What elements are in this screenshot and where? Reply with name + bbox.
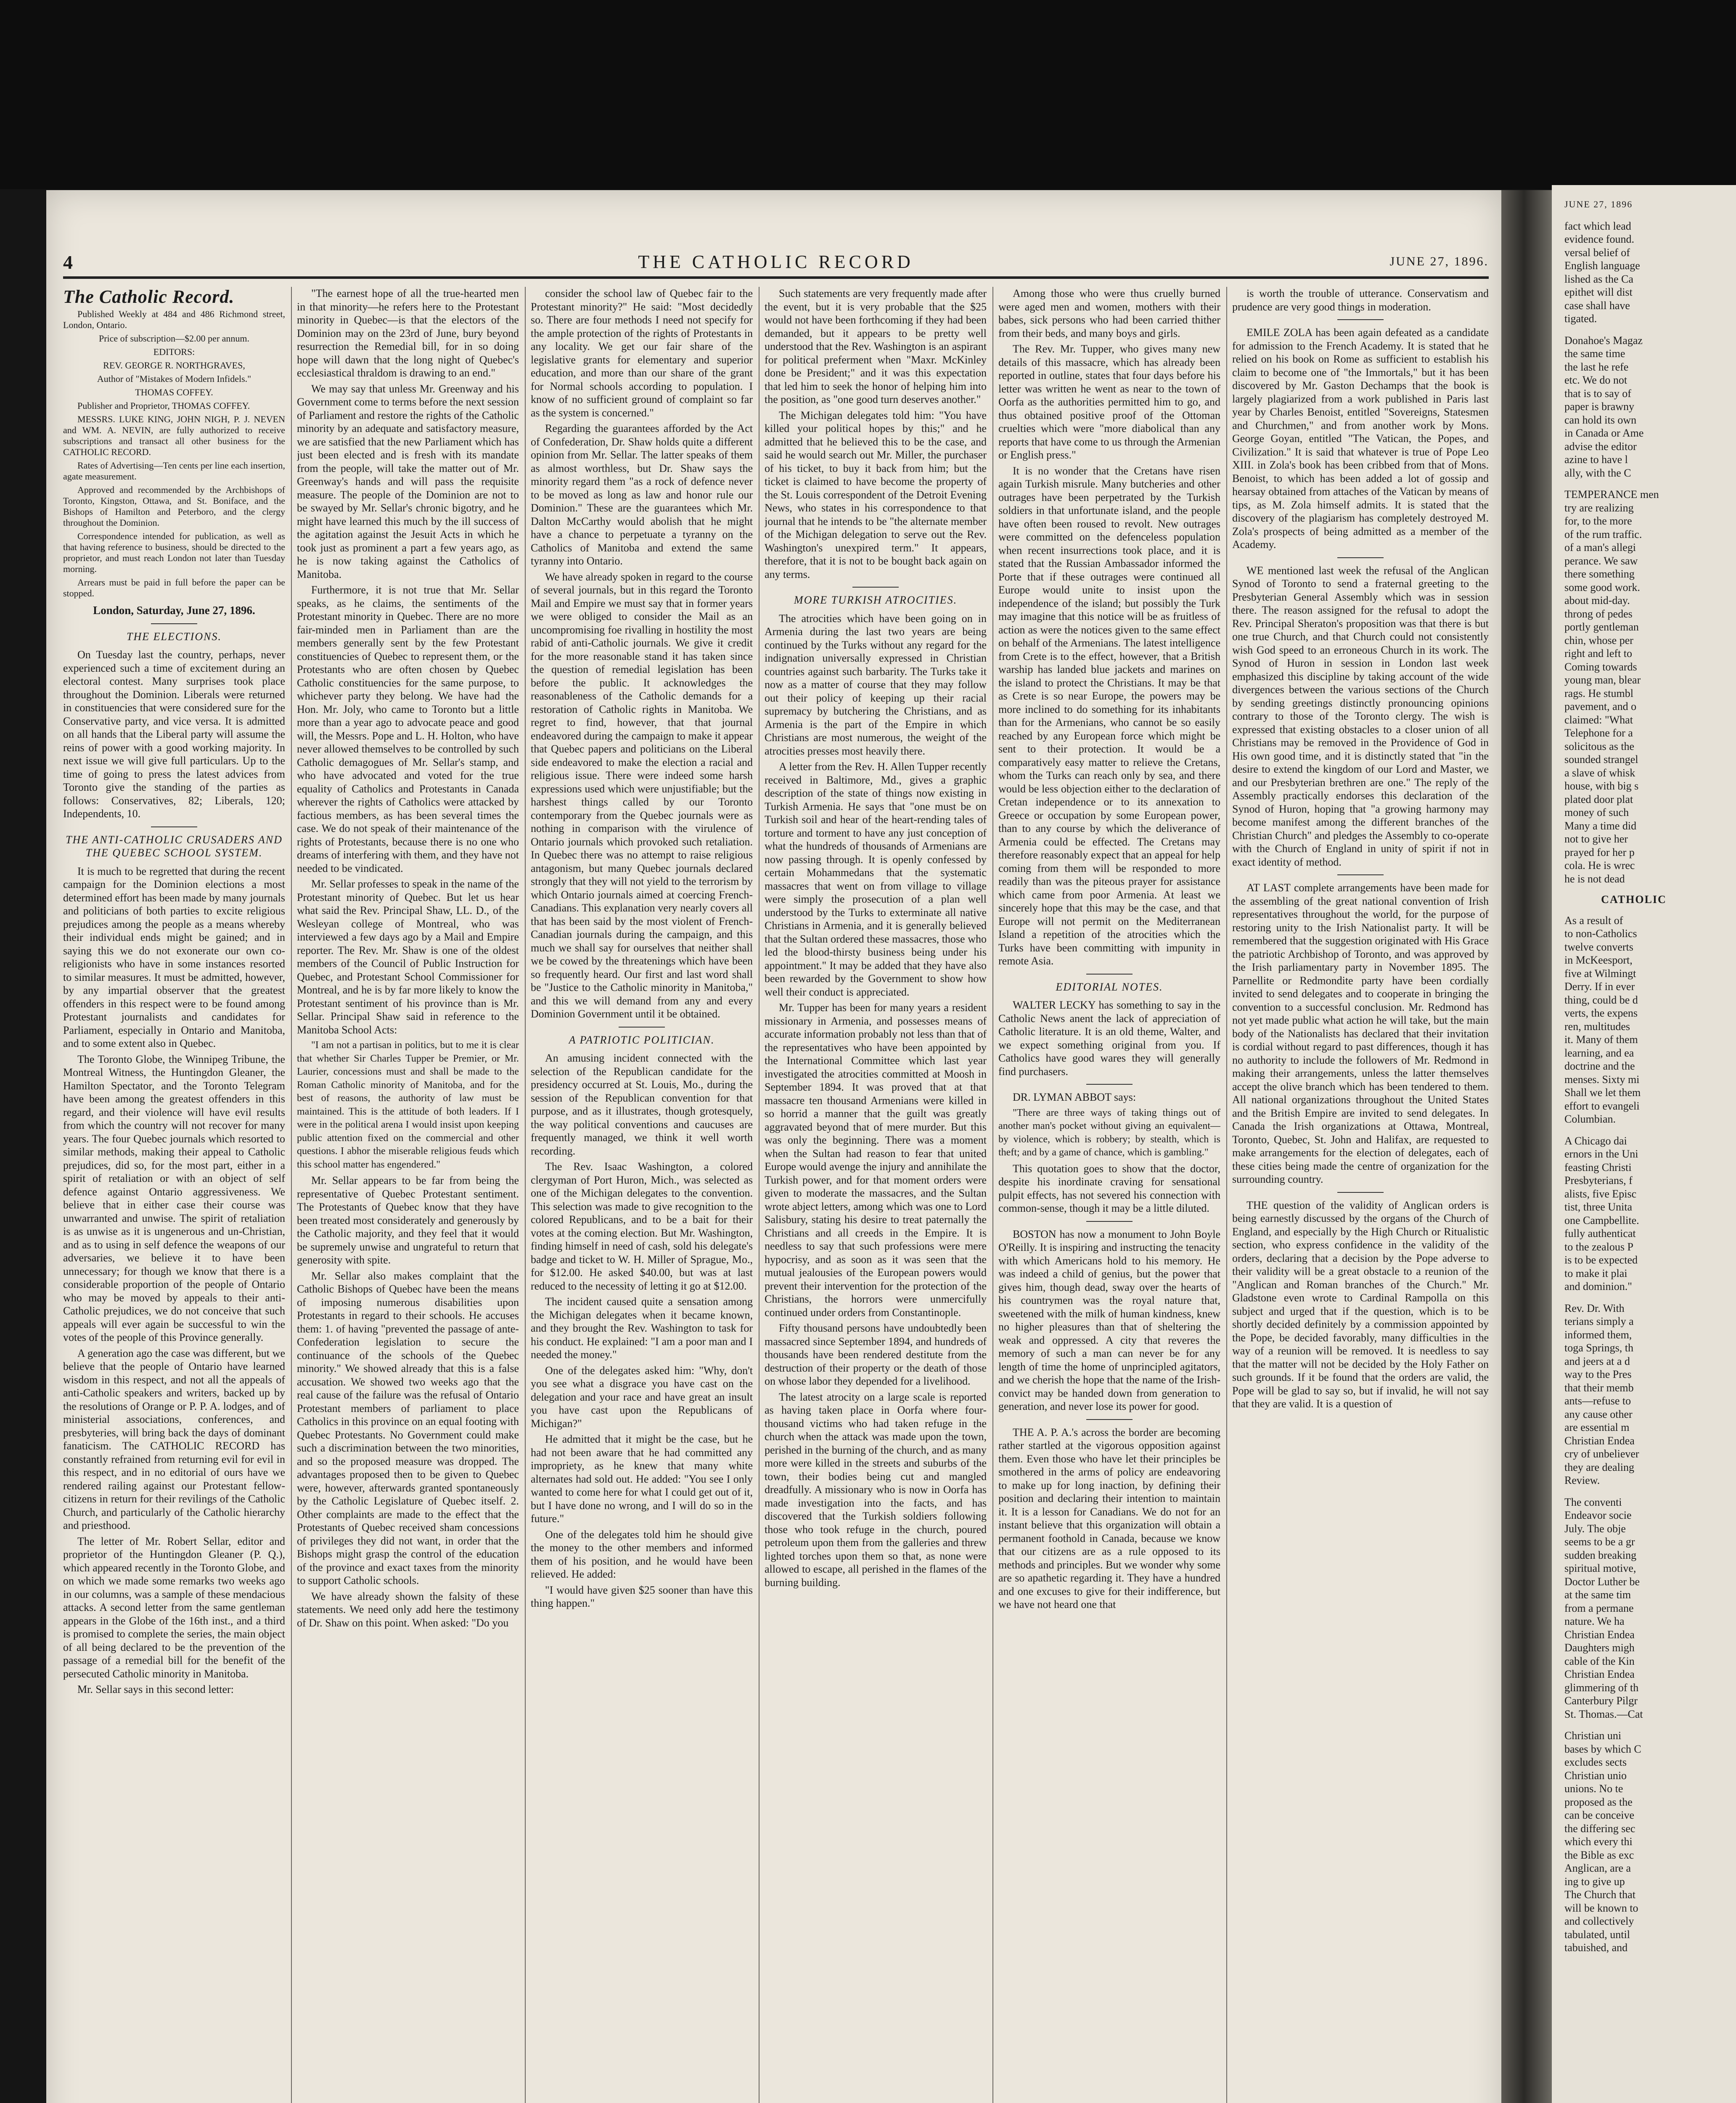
paragraph: THE A. P. A.'s across the border are becoming rather startled at the vigorous opposition against them. Even those who have let their principles be smothered in the arms of policy are endeavoring to make up for long inaction, by defining their position and declaring their intention to maintain it. It is a lesson for Canadians. We do not for an instant believe that this organization will obtain a permanent foothold in Canada, because we know that our citizens are as a rule opposed to its methods and principles. But we wonder why some are so apathetic regarding it. They have a hundred and one excuses to give for their indifference, but we have not heard one that [998, 1426, 1220, 1610]
facing-line: The Church that [1564, 1888, 1635, 1901]
facing-line: ernors in the Uni [1564, 1148, 1638, 1160]
paragraph: The Rev. Isaac Washington, a colored clergyman of Port Huron, Mich., was selected as one of the Michigan delegates to the convention. This selection was made to give recognition to the colored Republicans, and to be a bait for their votes at the coming election. But Mr. Washington, finding himself in need of cash, sold his delegate's badge and ticket to W. H. Miller of Sprague, Mo., for $12.00. He asked $40.00, but was at last reduced to the necessity of letting it go at $12.00. [531, 1160, 753, 1292]
facing-line: not to give her [1564, 833, 1628, 845]
divider [1086, 1084, 1133, 1085]
header-rule [63, 276, 1489, 279]
facing-line: Presbyterians, f [1564, 1174, 1633, 1187]
paragraph: We have already shown the falsity of these statements. We need only add here the testimony of Dr. Shaw on this point. When asked: "Do you [297, 1590, 519, 1629]
facing-line: proposed as the [1564, 1796, 1633, 1808]
facing-line: that their memb [1564, 1381, 1634, 1394]
facing-line: azine to have l [1564, 453, 1628, 466]
facing-line: Christian Endea [1564, 1668, 1635, 1680]
facing-line: Review. [1564, 1474, 1600, 1486]
facing-line: tabuished, and [1564, 1941, 1628, 1954]
facing-line: prayed for her p [1564, 846, 1635, 858]
facing-line: terians simply a [1564, 1315, 1634, 1327]
divider [619, 1027, 665, 1028]
facing-line: Canterbury Pilgr [1564, 1695, 1638, 1707]
facing-line: ing to give up [1564, 1875, 1625, 1888]
paragraph: A generation ago the case was different, but we believe that the people of Ontario have learned wisdom in this respect, and not all the appeals of anti-Catholic speakers and writers, backed up by the resolutions of Orange or P. P. A. lodges, and of ministerial associations, conferences, and presbyteries, will bring back the days of dominant fanaticism. The CATHOLIC RECORD has constantly refrained from returning evil for evil in this respect, and in no editorial of ours have we rendered railing against our Protestant fellow-citizens in return for their revilings of the Catholic Church, and particularly of the Catholic hierarchy and priesthood. [63, 1347, 285, 1531]
facing-line: there something [1564, 568, 1635, 580]
facing-heading: CATHOLIC [1601, 893, 1667, 906]
facing-line: the last he refe [1564, 360, 1629, 373]
facing-line: epithet will dist [1564, 286, 1633, 298]
facing-line: evidence found. [1564, 233, 1635, 245]
paragraph: "I would have given $25 sooner than have this thing happen." [531, 1584, 753, 1609]
facing-line: learning, and ea [1564, 1046, 1634, 1059]
paragraph: BOSTON has now a monument to John Boyle O'Reilly. It is inspiring and instructing the tenacity with which Americans hold to his memory. He was indeed a child of genius, but the power that gives him, though dead, sway over the hearts of his countrymen was the royal nature that, sweetened with the milk of human kindness, knew no higher pleasures than that of sheltering the weak and oppressed. A city that reveres the memory of such a man can never be for any length of time the home of unprincipled agitators, and we cherish the hope that the name of the Irish-convict may be handed down from generation to generation, and never lose its power for good. [998, 1228, 1220, 1412]
paragraph: On Tuesday last the country, perhaps, never experienced such a time of excitement during an electoral contest. Many surprises took place throughout the Dominion. Liberals were returned in constituencies that were considered sure for the Conservative party, and vice versa. It is admitted on all hands that the Liberal party will assume the reins of power with a good working majority. In next issue we will give full particulars. Up to the time of going to press the latest advices from Toronto give the standing of the parties as follows: Conservatives, 82; Liberals, 120; Independents, 10. [63, 649, 285, 820]
facing-line: cry of unbeliever [1564, 1448, 1639, 1460]
paragraph: Mr. Sellar appears to be far from being the representative of Quebec Protestant sentiment. The Protestants of Quebec know that they have been treated most considerately and generously by the Catholic majority, and they feel that it would be supremely unwise and ungrateful to return that generosity with spite. [297, 1174, 519, 1266]
paragraph: "The earnest hope of all the true-hearted men in that minority—he refers here to the Protestant minority in Quebec—is that the electors of the Dominion may on the 23rd of June, bury beyond resurrection the Remedial bill, for in so doing hope will dawn that the long night of Quebec's ecclesiastical thraldom is drawing to an end." [297, 287, 519, 379]
facing-line: Shall we let them [1564, 1086, 1641, 1099]
facing-line: tist, three Unita [1564, 1201, 1633, 1213]
facing-line: to the zealous P [1564, 1240, 1633, 1253]
facing-line: in Canada or Ame [1564, 427, 1644, 439]
facing-lines-bottom5 [1564, 1729, 1703, 1955]
facing-line: seems to be a gr [1564, 1536, 1635, 1548]
paragraph: The Michigan delegates told him: "You have killed your political hopes by this;" and he admitted that he believed this to be the case, and said he would search out Mr. Miller, the purchaser of his ticket, to buy it back from him; but the ticket is claimed to have become the property of the St. Louis correspondent of the Detroit Evening News, who states in his correspondence to that journal that he intends to be "the alternate member of the Michigan delegation to serve out the Rev. Washington's unexpired term." It appears, therefore, that it is not to be bought back again on any terms. [765, 409, 987, 580]
paragraph: Mr. Sellar also makes complaint that the Catholic Bishops of Quebec have been the means of imposing numerous disabilities upon Protestants in regard to their schools. He accuses them: 1. of having "prevented the passage of ante-Confederation legislation to secure the continuance of the schools of the Quebec minority." We showed already that this is a false accusation. We showed two weeks ago that the real cause of the failure was the refusal of Ontario Protestant members of parliament to place Catholics in this province on an equal footing with Quebec Protestants. No Government could make such a discrimination between the two minorities, and so the proposed measure was dropped. The advantages proposed then to be given to Quebec were, however, afterwards granted spontaneously by the Catholic Legislature of Quebec itself. 2. Other complaints are made to the effect that the Protestants of Quebec received sham concessions of privileges they did not want, in order that the Bishops might grasp the control of the education of the province and exact taxes from the minority to support Catholic schools. [297, 1269, 519, 1587]
facing-line: case shall have [1564, 299, 1630, 312]
paragraph: Mr. Sellar professes to speak in the name of the Protestant minority of Quebec. But let us hear what said the Rev. Principal Shaw, LL. D., of the Wesleyan college of Montreal, who was interviewed a few days ago by a Mail and Empire reporter. The Rev. Mr. Shaw is one of the oldest members of the Council of Public Instruction for Quebec, and Protestant School Commissioner for Montreal, and he is by far more likely to know the Protestant sentiment of his province than is Mr. Sellar. Principal Shaw said in reference to the Manitoba School Acts: [297, 878, 519, 1036]
masthead-publisher: Publisher and Proprietor, THOMAS COFFEY. [77, 400, 250, 411]
facing-line: any cause other [1564, 1408, 1633, 1420]
column-rule [525, 287, 526, 2103]
facing-line: for, to the more [1564, 515, 1632, 527]
masthead-editor-2: THOMAS COFFEY. [135, 387, 213, 397]
paragraph: THE question of the validity of Anglican orders is being earnestly discussed by the organs of the Church of England, and especially by the High Church or Ritualistic section, who express confidence in the validity of the orders, declaring that a decision by the Pope adverse to their validity will be a great obstacle to a reunion of the "Anglican and Roman branches of the Church." Mr. Gladstone even wrote to Cardinal Rampolla on this subject and urged that if the question, which is to be shortly decided definitely by a commission appointed by the Pope, be decided favorably, many difficulties in the way of a reunion will be removed. It is needless to say that the matter will not be decided by the Holy Father on such grounds. If it be found that the orders are valid, the Pope will be glad to say so, but if invalid, he will not say that they are valid. It is a question of [1232, 1199, 1489, 1410]
facing-line: the differing sec [1564, 1822, 1635, 1835]
paragraph: WE mentioned last week the refusal of the Anglican Synod of Toronto to send a fraternal greeting to the Presbyterian General Assembly which was in session there. The reason assigned for the refusal to adopt the Rev. Principal Sheraton's proposition was that there is but one true Church, and that Church could not consistently wish God speed to an erroneous Church in its work. The Synod of Huron in session in London last week emphasized this discipline by taking account of the wide divergences between the various sections of the Church by sending greetings distinctly pronouncing opinions contrary to those of the Toronto clergy. The wish is expressed that existing obstacles to a closer union of all Christians may be removed in the Providence of God in His own good time, and it is distinctly stated that "in the desire to extend the kingdom of our Lord and Master, we and our Presbyterian brethren are one." The reply of the Assembly practically endorses this declaration of the Synod of Huron, hoping that "a growing harmony may become manifest among the different branches of the Christian Church" and pledges the Assembly to co-operate with the Church of England in unity of spirit if not in exact identity of method. [1232, 564, 1489, 868]
facing-line: ren, multitudes [1564, 1020, 1630, 1033]
facing-line: that is to say of [1564, 387, 1631, 400]
facing-line: about mid-day. [1564, 594, 1630, 607]
facing-page-date: JUNE 27, 1896 [1564, 199, 1633, 209]
facing-line: advise the editor [1564, 440, 1637, 453]
facing-line: fact which lead [1564, 220, 1631, 232]
facing-line: they are dealing [1564, 1461, 1635, 1473]
paragraph: The Rev. Mr. Tupper, who gives many new details of this massacre, which has already been reported in outline, states that four days before his letter was written he went as near to the town of Oorfa as the authorities permitted him to go, and thus obtained positive proof of the Ottoman cruelties which were "more diabolical than any reports that have come to us through the Armenian or English press." [998, 343, 1220, 461]
article-title-elections: THE ELECTIONS. [127, 630, 222, 643]
paragraph: consider the school law of Quebec fair to the Protestant minority?" He said: "Most decidedly so. There are four methods I need not specify for the ample protection of the rights of Protestants in any locality. We get our fair share of the legislative grants for elementary and superior education, and more than our share of the grant for Normal schools according to population. I know of no sufficient ground of complaint so far as the system is concerned." [531, 287, 753, 419]
paragraph: The letter of Mr. Robert Sellar, editor and proprietor of the Huntingdon Gleaner (P. Q.), which appeared recently in the Toronto Globe, and on which we made some remarks two weeks ago in our columns, was a sample of these mendacious attacks. A second letter from the same gentleman appears in the Globe of the 16th inst., and a third is promised to complete the series, the main object of all being declared to be the prevention of the passage of a remedial bill for the benefit of the persecuted Catholic minority in Manitoba. [63, 1535, 285, 1680]
facing-line: glimmering of th [1564, 1681, 1639, 1694]
facing-line: portly gentleman [1564, 621, 1639, 633]
facing-line: cola. He is wrec [1564, 859, 1635, 871]
paragraph: Mr. Sellar says in this second letter: [77, 1683, 234, 1695]
facing-line: unions. No te [1564, 1783, 1623, 1795]
facing-line: sounded strangel [1564, 753, 1638, 765]
facing-line: plated door plat [1564, 793, 1633, 805]
facing-line: can hold its own [1564, 413, 1637, 426]
quotation: "I am not a partisan in politics, but to me it is clear that whether Sir Charles Tupper be Premier, or Mr. Laurier, concessions must and shall be made to the Roman Catholic minority of Manitoba, and for the best of reasons, the authority of law must be maintained. This is the attitude of both leaders. If I were in the political arena I would insist upon keeping public attention fixed on the commercial and other questions. I abhor the miserable religious feuds which this school matter has engendered." [297, 1040, 519, 1170]
facing-line: Christian unio [1564, 1769, 1627, 1782]
paragraph: Furthermore, it is not true that Mr. Sellar speaks, as he claims, the sentiments of the Protestant minority in Quebec. There are no more fair-minded men in Parliament than are the members generally sent by the few Protestant constituencies of Quebec to represent them, or the Protestants who are often chosen by Quebec Catholic constituencies for the same purpose, to whichever party they belong. We have had the Hon. Mr. Joly, who came to Toronto but a little more than a year ago to advocate peace and good will, the Messrs. Pope and L. H. Holton, who have never allowed themselves to be controlled by such Catholic demagogues of Mr. Sellar's stamp, and who have advocated and voted for the true equality of Catholics and Protestants in Canada wherever the rights of Catholics were attacked by factious members, as has been several times the case. We do not speak of their maintenance of the rights of Protestants, because there is no one who dreams of interfering with them, and they have not needed to be vindicated. [297, 584, 519, 874]
facing-page [1552, 185, 1736, 2103]
column-rule [759, 287, 760, 2103]
facing-lines-bottom2 [1564, 1134, 1703, 1293]
facing-line: Christian Endea [1564, 1434, 1635, 1447]
masthead-arrears: Arrears must be paid in full before the paper can be stopped. [63, 577, 285, 599]
facing-line: menses. Sixty mi [1564, 1073, 1640, 1086]
facing-line: A Chicago dai [1564, 1134, 1627, 1147]
facing-line: way to the Pres [1564, 1368, 1632, 1380]
facing-line: nature. We ha [1564, 1615, 1625, 1627]
facing-line: Anglican, are a [1564, 1862, 1631, 1874]
facing-line: Endeavor socie [1564, 1509, 1632, 1521]
divider [1086, 1419, 1133, 1420]
facing-lines-top [1564, 220, 1703, 326]
paragraph: We have already spoken in regard to the course of several journals, but in this regard the Toronto Mail and Empire we must say that in former years we were obliged to consider the Mail as an uncompromising foe rivalling in hostility the most rabid of anti-Catholic journals. We give it credit for the more reasonable stand it has taken since the question of remedial legislation has been before the public. It acknowledges the reasonableness of the Catholic demands for a restoration of Catholic rights in Manitoba. We regret to find, however, that that journal endeavored during the campaign to make it appear that Quebec papers and politicians on the Liberal side endeavored to make the election a racial and religious issue. There were indeed some harsh expressions used which were unjustifiable; but the harshest things called by our Toronto contemporary from the Quebec journals were as nothing in comparison with the virulence of Ontario journals which provoked such retaliation. In Quebec there was no attempt to raise religious antagonism, but many Quebec journals declared strongly that they will not yield to the terrorism by which Ontario journals aimed at coercing French-Canadians. This explanation very nearly covers all that has been said by the most violent of French-Canadian journals during the campaign, and this much we shall say for ourselves that neither shall we be cowed by the threatenings which have been so frequently heard. Our first and last word shall be "Justice to the Catholic minority in Manitoba," and this we will demand from any and every Dominion Government until it be obtained. [531, 570, 753, 1020]
facing-line: chin, whose per [1564, 634, 1633, 646]
paragraph: Regarding the guarantees afforded by the Act of Confederation, Dr. Shaw holds quite a different opinion from Mr. Sellar. The latter speaks of them as almost worthless, but Dr. Shaw says the minority regard them "as a rock of defence never to be moved as long as law and honor rule our Dominion." These are the guarantees which Mr. Dalton McCarthy would abolish that he might have a chance to perpetuate a tyranny on the Catholics of Manitoba and extend the same tyranny into Ontario. [531, 422, 753, 567]
facing-line: spiritual motive, [1564, 1562, 1636, 1574]
column-rule [1226, 287, 1227, 2103]
facing-line: he is not dead [1564, 872, 1625, 885]
facing-line: feasting Christi [1564, 1161, 1632, 1173]
facing-line: versal belief of [1564, 246, 1630, 259]
facing-line: one Campbellite. [1564, 1214, 1639, 1226]
facing-line: Christian uni [1564, 1730, 1622, 1742]
facing-line: ally, with the C [1564, 466, 1631, 479]
publication-title: THE CATHOLIC RECORD [638, 252, 914, 272]
facing-line: of a man's allegi [1564, 541, 1636, 554]
column-4 [765, 287, 987, 2103]
facing-line: tabulated, until [1564, 1928, 1630, 1941]
paragraph: WALTER LECKY has something to say in the Catholic News anent the lack of appreciation of Catholic literature. It is an old theme, Walter, and we expect something original from you. If Catholics have good wares they will generally find purchasers. [998, 999, 1220, 1078]
facing-line: excludes sects [1564, 1756, 1627, 1768]
column-3 [531, 287, 753, 2103]
facing-line: toga Springs, th [1564, 1342, 1633, 1354]
facing-line: some good work. [1564, 581, 1640, 593]
facing-line: Donahoe's Magaz [1564, 334, 1643, 347]
facing-line: try are realizing [1564, 501, 1634, 514]
facing-line: Doctor Luther be [1564, 1575, 1640, 1588]
facing-line: The conventi [1564, 1496, 1622, 1508]
facing-line: thing, could be d [1564, 993, 1638, 1006]
masthead-editor-1: REV. GEORGE R. NORTHGRAVES, [103, 360, 245, 371]
facing-line: are essential m [1564, 1421, 1630, 1433]
paragraph: An amusing incident connected with the selection of the Republican candidate for the presidency occurred at St. Louis, Mo., during the session of the Republican convention for that purpose, and as it illustrates, though grotesquely, the way political conventions and caucuses are frequently managed, we think it well worth recording. [531, 1052, 753, 1157]
facing-line: and dominion." [1564, 1280, 1632, 1293]
facing-line: at the same tim [1564, 1589, 1631, 1601]
facing-line: it. Many of them [1564, 1033, 1638, 1046]
facing-line: the Bible as exc [1564, 1849, 1634, 1861]
facing-line: to non-Catholics [1564, 927, 1637, 940]
paragraph: The latest atrocity on a large scale is reported as having taken place in Oorfa where four-thousand victims who had taken refuge in the church when the attack was made upon the town, perished in the burning of the church, and as many more were killed in the streets and suburbs of the town, their bodies being cut and mangled dreadfully. A missionary who is now in Oorfa has made investigation into the facts, and has discovered that the Turkish soldiers following those who took refuge in the church, poured petroleum upon them from the galleries and threw lighted torches upon them so that, as none were allowed to escape, all perished in the flames of the burning building. [765, 1391, 987, 1589]
paragraph: EMILE ZOLA has been again defeated as a candidate for admission to the French Academy. It is stated that he relied on his book on Rome as sufficient to establish his claim to become one of "the Immortals," but it has been discovered by Mr. Gaston Dechamps that the book is largely plagiarized from a work published in Paris last year by Charles Benoist, entitled "Sovereigns, Statesmen and Churchmen," and from another work by Mons. George Goyan, entitled "The Vatican, the Popes, and Civilization." It is said that whatever is true of Pope Leo XIII. in Zola's book has been cribbed from that of Mons. Benoist, to which has been added a lot of gossip and hearsay obtained from attaches of the Vatican by means of tips, as M. Zola himself admits. It is stated that the discovery of the plagiarism has completely destroyed M. Zola's prospects of being admitted as a member of the Academy. [1232, 326, 1489, 551]
paragraph: One of the delegates told him he should give the money to the other members and informed them of his position, and he would have been relieved. He added: [531, 1528, 753, 1580]
facing-line: which every thi [1564, 1835, 1633, 1848]
divider [1337, 874, 1384, 875]
column-2 [297, 287, 519, 2103]
page-number: 4 [63, 252, 73, 273]
facing-line: verts, the expens [1564, 1007, 1638, 1019]
divider [1086, 1221, 1133, 1222]
facing-line: Columbian. [1564, 1113, 1616, 1125]
facing-line: to make it plai [1564, 1267, 1628, 1279]
facing-line: perance. We saw [1564, 554, 1638, 567]
facing-line: solicitous as the [1564, 740, 1635, 752]
facing-page-column [1564, 198, 1703, 1955]
divider [151, 826, 197, 827]
facing-lines-mid1 [1564, 334, 1703, 480]
masthead-rates: Rates of Advertising—Ten cents per line each insertion, agate measurement. [63, 460, 285, 482]
column-5 [998, 287, 1220, 2103]
paragraph: is worth the trouble of utterance. Conservatism and prudence are very good things in moderation. [1232, 287, 1489, 313]
facing-line: sudden breaking [1564, 1549, 1637, 1561]
facing-line: and collectively [1564, 1915, 1634, 1927]
divider [1337, 557, 1384, 558]
divider [151, 623, 197, 624]
column-1 [63, 287, 285, 2103]
facing-line: right and left to [1564, 647, 1633, 660]
divider [1337, 1192, 1384, 1193]
facing-line: the same time [1564, 347, 1625, 360]
facing-line: Derry. If in ever [1564, 980, 1635, 993]
paragraph: We may say that unless Mr. Greenway and his Government come to terms before the next session of Parliament and restore the rights of the Catholic minority by an adequate and satisfactory measure, we are satisfied that the new Parliament which has just been elected and is fresh with its mandate from the people, will take the matter out of Mr. Greenway's hands and will pass the requisite measure. The people of the Dominion are not to be swayed by Mr. Sellar's chronic bigotry, and he might have learned this much by the ill success of the agitation against the Jesuit Acts in which he took just as prominent a part a few years ago, as he is now taking against the Catholics of Manitoba. [297, 382, 519, 580]
facing-line: TEMPERANCE men [1564, 488, 1659, 501]
facing-line: of the rum traffic. [1564, 528, 1642, 540]
facing-line: St. Thomas.—Cat [1564, 1708, 1643, 1720]
facing-line: is to be expected [1564, 1254, 1638, 1266]
issue-date: JUNE 27, 1896. [1389, 254, 1489, 268]
divider [1337, 319, 1384, 320]
facing-line: cable of the Kin [1564, 1655, 1635, 1667]
paragraph: One of the delegates asked him: "Why, don't you see what a disgrace you have cast on the delegation and your race and have great an insult you have cast upon the Republicans of Michigan?" [531, 1364, 753, 1430]
facing-line: bases by which C [1564, 1743, 1641, 1755]
paragraph: The incident caused quite a sensation among the Michigan delegates when it became known, and they brought the Rev. Washington to task for his conduct. He explained: "I am a poor man and I needed the money." [531, 1295, 753, 1361]
facing-line: from a permane [1564, 1602, 1634, 1614]
facing-lines-bottom4 [1564, 1496, 1703, 1721]
scan-background-top [0, 0, 1736, 189]
facing-line: lished as the Ca [1564, 273, 1633, 285]
facing-line: young man, blear [1564, 674, 1641, 686]
facing-line: will be known to [1564, 1902, 1638, 1914]
masthead-dateline: London, Saturday, June 27, 1896. [93, 604, 255, 617]
facing-line: Many a time did [1564, 819, 1637, 832]
divider [1086, 974, 1133, 975]
quotation: "There are three ways of taking things out of another man's pocket without giving an equivalent—by violence, which is robbery; by stealth, which is theft; and by a game of chance, which is gambling." [998, 1107, 1220, 1158]
facing-line: rags. He stumbl [1564, 687, 1633, 699]
paragraph: It is much to be regretted that during the recent campaign for the Dominion elections a most determined effort has been made by many journals and politicians of both parties to excite religious prejudices among the people as a means whereby their individual ends might be gained; and in saying this we do not exonerate our own co-religionists who have in some instances resorted to similar measures. It must be admitted, however, by any impartial observer that the greatest offenders in this respect were to be found among Protestant journalists and candidates for Parliament, especially in Ontario and Manitoba, and to some extent also in Quebec. [63, 865, 285, 1049]
paragraph: Mr. Tupper has been for many years a resident missionary in Armenia, and possesses means of accurate information probably not less than that of the representatives who have been appointed by the International Committee which last year investigated the atrocities committed at Moosh in September 1894. It was proved that at that massacre ten thousand Armenians were killed in so horrid a manner that the guilt was greatly aggravated beyond that of mere murder. But this was only the beginning. There was a moment when the Sultan had reason to fear that united Europe would avenge the injury and annihilate the Turkish power, and for that moment orders were given to moderate the massacres, and the Sultan wrote abject letters, among which was one to Lord Salisbury, stating his desire to treat paternally the Christians and all creeds in the Empire. It is needless to say that such professions were mere hypocrisy, and as soon as it was seen that the mutual jealousies of the European powers would prevent their intervention for the protection of the Christians, the horrors were unmercifully continued under orders from Constantinople. [765, 1001, 987, 1319]
facing-line: tigated. [1564, 313, 1597, 325]
paragraph: Fifty thousand persons have undoubtedly been massacred since September 1894, and hundreds of thousands have been rendered destitute from the destruction of their property or the death of those on whose labor they depended for a livelihood. [765, 1322, 987, 1387]
facing-line: twelve converts [1564, 940, 1633, 953]
masthead-title: The Catholic Record. [63, 287, 235, 307]
facing-line: Daughters migh [1564, 1642, 1635, 1654]
column-6 [1232, 287, 1489, 2103]
masthead-editors-label: EDITORS: [153, 347, 195, 357]
masthead-price: Price of subscription—$2.00 per annum. [98, 333, 250, 344]
paragraph: Such statements are very frequently made after the event, but it is very probable that the $25 would not have been forthcoming if they had been demanded, but it appears to be pretty well understood that the Rev. Washington is an aspirant for political preferment when "Maxr. McKinley done be President;" and it was this expectation that led him to seek the honor of helping him into the position, as "one good turn deserves another." [765, 287, 987, 405]
facing-line: fully authenticat [1564, 1227, 1636, 1240]
binding-gutter [1501, 190, 1552, 2103]
facing-line: can be conceive [1564, 1809, 1635, 1821]
masthead-approved: Approved and recommended by the Archbishops of Toronto, Kingston, Ottawa, and St. Boniface, and the Bishops of Hamilton and Peterboro, and the clergy throughout the Dominion. [63, 485, 285, 528]
facing-line: house, with big s [1564, 780, 1639, 792]
facing-line: pavement, and o [1564, 700, 1637, 712]
facing-line: and jeers at a d [1564, 1355, 1630, 1367]
facing-line: throng of pedes [1564, 607, 1633, 620]
article-title-crusade: THE ANTI-CATHOLIC CRUSADERS AND THE QUEBEC SCHOOL SYSTEM. [66, 833, 283, 859]
facing-line: Rev. Dr. With [1564, 1302, 1625, 1314]
facing-line: informed them, [1564, 1328, 1632, 1341]
facing-line: money of such [1564, 806, 1629, 818]
facing-line: ants—refuse to [1564, 1395, 1631, 1407]
facing-line: Coming towards [1564, 660, 1637, 673]
facing-lines-mid2 [1564, 488, 1703, 885]
paragraph: It is no wonder that the Cretans have risen again Turkish misrule. Many butcheries and other outrages have been perpetrated by the Turkish soldiers in that unfortunate island, and the people have often been roused to revolt. New outrages were committed on the defenceless population when recent insurrections took place, and it is stated that the Russian Ambassador informed the Porte that if these outrages were continued all Europe would unite to insist upon the independence of the island; but possibly the Turk may imagine that this notice will be as fruitless of action as were the notices given to the same effect on behalf of the Armenians. The latest intelligence from Crete is to the effect, however, that a British warship has landed blue jackets and marines on the island to protect the Christians. It may be that as Crete is so near Europe, the powers may be more inclined to do something for its inhabitants than for the Armenians, who cannot be so easily reached by any European force which might be sent to their protection. It would be a comparatively easy matter to relieve the Cretans, whom the Turks can reach only by sea, and there would be less objection either to the declaration of Cretan independence or to its annexation to Greece or occupation by some European power, than to any course by which the deliverance of Armenia could be effected. The Cretans may therefore reasonably expect that an appeal for help coming from them will be responded to more readily than was the piteous prayer for assistance which came from poor Armenia. At least we sincerely hope that this may be the case, and that Europe will not permit on the Mediterranean Island a repetition of the atrocities which the Turks have been committing with impunity in remote Asia. [998, 464, 1220, 967]
facing-line: effort to evangeli [1564, 1099, 1640, 1112]
facing-lines-bottom [1564, 914, 1703, 1126]
newspaper-page [46, 190, 1501, 2103]
article-title-politician: A PATRIOTIC POLITICIAN. [569, 1033, 715, 1046]
facing-line: Christian Endea [1564, 1628, 1635, 1641]
masthead-published: Published Weekly at 484 and 486 Richmond street, London, Ontario. [63, 309, 285, 330]
divider [852, 587, 899, 588]
article-title-editorial-notes: EDITORIAL NOTES. [1056, 980, 1163, 993]
paragraph: The Toronto Globe, the Winnipeg Tribune, the Montreal Witness, the Huntingdon Gleaner, the Hamilton Spectator, and the Toronto Telegram have been among the greatest offenders in this regard, and their violence will have evil results from which the country will not recover for many years. The four Quebec journals which resorted to similar methods, making their appeal to Catholic prejudices, did so, for the most part, either in a spirit of retaliation or with an object of self defence against Ontario aggressiveness. We believe that in either case their course was unwarranted and unwise. The spirit of retaliation is as unwise as it is ungenerous and un-Christian, and as to using in self defence the weapons of our adversaries, we believe it to have been unnecessary; for though we know that there is a considerable proportion of the people of Ontario who may be moved by appeals to their anti-Catholic prejudices, we do not conceive that such appeals will ever again be successful to win the votes of the people of this Province generally. [63, 1053, 285, 1343]
article-title-turkish: MORE TURKISH ATROCITIES. [794, 594, 958, 606]
masthead-editor-1-note: Author of "Mistakes of Modern Infidels." [97, 373, 251, 384]
masthead-agents: MESSRS. LUKE KING, JOHN NIGH, P. J. NEVEN and WM. A. NEVIN, are fully authorized to receive subscriptions and transact all other business for the CATHOLIC RECORD. [63, 414, 285, 457]
facing-line: a slave of whisk [1564, 766, 1635, 779]
paragraph: This quotation goes to show that the doctor, despite his inordinate craving for sensational pulpit effects, has not severed his connection with common-sense, though it may be a little diluted. [998, 1162, 1220, 1214]
paragraph: Among those who were thus cruelly burned were aged men and women, mothers with their babes, sick persons who had been carried thither from their beds, and many boys and girls. [998, 287, 1220, 339]
facing-lines-bottom3 [1564, 1302, 1703, 1487]
column-rule [992, 287, 993, 2103]
facing-line: Telephone for a [1564, 727, 1633, 739]
facing-line: doctrine and the [1564, 1060, 1635, 1072]
page-header [63, 251, 1489, 272]
masthead-correspondence: Correspondence intended for publication, as well as that having reference to business, should be directed to the proprietor, and must reach London not later than Tuesday morning. [63, 531, 285, 574]
facing-line: As a result of [1564, 914, 1623, 927]
facing-line: alists, five Episc [1564, 1187, 1637, 1200]
facing-line: paper is brawny [1564, 400, 1635, 413]
facing-line: July. The obje [1564, 1522, 1626, 1535]
paragraph: AT LAST complete arrangements have been made for the assembling of the great national convention of Irish representatives throughout the world, for the purpose of restoring unity to the Irish Nationalist party. It will be remembered that the suggestion originated with His Grace the patriotic Archbishop of Toronto, and was approved by the Irish parliamentary party in November 1895. The Parnellite or Redmondite party have been cordially invited to send delegates and to cooperate in bringing the convention to a successful conclusion. Mr. Redmond has not yet made public what action he will take, but the main body of the Nationalists has declared that their invitation is cordial without regard to past differences, though it has no authority to include the followers of Mr. Redmond in making their arrangements, unless the latter themselves accept the olive branch which has been tendered to them. All national organizations throughout the United States and the British Empire are invited to send delegates. In Canada the Irish organizations at Ottawa, Montreal, Toronto, Quebec, St. John and Halifax, are requested to make arrangements for the election of delegates, each of these cities being made the centre of organization for the surrounding country. [1232, 882, 1489, 1185]
facing-line: English language [1564, 260, 1640, 272]
paragraph: DR. LYMAN ABBOT says: [1013, 1091, 1136, 1103]
facing-line: in McKeesport, [1564, 954, 1633, 966]
facing-line: five at Wilmingt [1564, 967, 1636, 980]
paragraph: A letter from the Rev. H. Allen Tupper recently received in Baltimore, Md., gives a graphic description of the state of things now existing in Turkish Armenia. He says that "one must be on Turkish soil and hear of the heart-rending tales of torture and torment to have any just conception of what the hundreds of thousands of Armenians are now passing through. It is openly confessed by certain Mohammedans that the systematic massacres that went on from village to village were simply the prosecution of a plan well understood by the Turks to exterminate all native Christians in Armenia, and it is generally believed that the Sultan ordered these massacres, those who led the blood-thirsty business being under his appointment." It may be added that they have also been rewarded by the Government to show how well their conduct is appreciated. [765, 760, 987, 998]
column-rule [291, 287, 292, 2103]
paragraph: He admitted that it might be the case, but he had not been aware that he had committed any impropriety, as he knew that many white alternates had sold out. He added: "You see I only wanted to come here for what I could get out of it, but I have done no wrong, and I will do so in the future." [531, 1433, 753, 1525]
facing-line: claimed: "What [1564, 713, 1633, 726]
facing-line: etc. We do not [1564, 374, 1628, 386]
paragraph: The atrocities which have been going on in Armenia during the last two years are being continued by the Turks without any regard for the indignation universally expressed in Christian countries against such barbarity. The Turks take it now as a matter of course that they may follow out their policy of keeping up their racial supremacy by butchering the Christians, and as Armenia is the part of the Empire in which Christians are most numerous, the weight of the atrocities presses most heavily there. [765, 612, 987, 757]
